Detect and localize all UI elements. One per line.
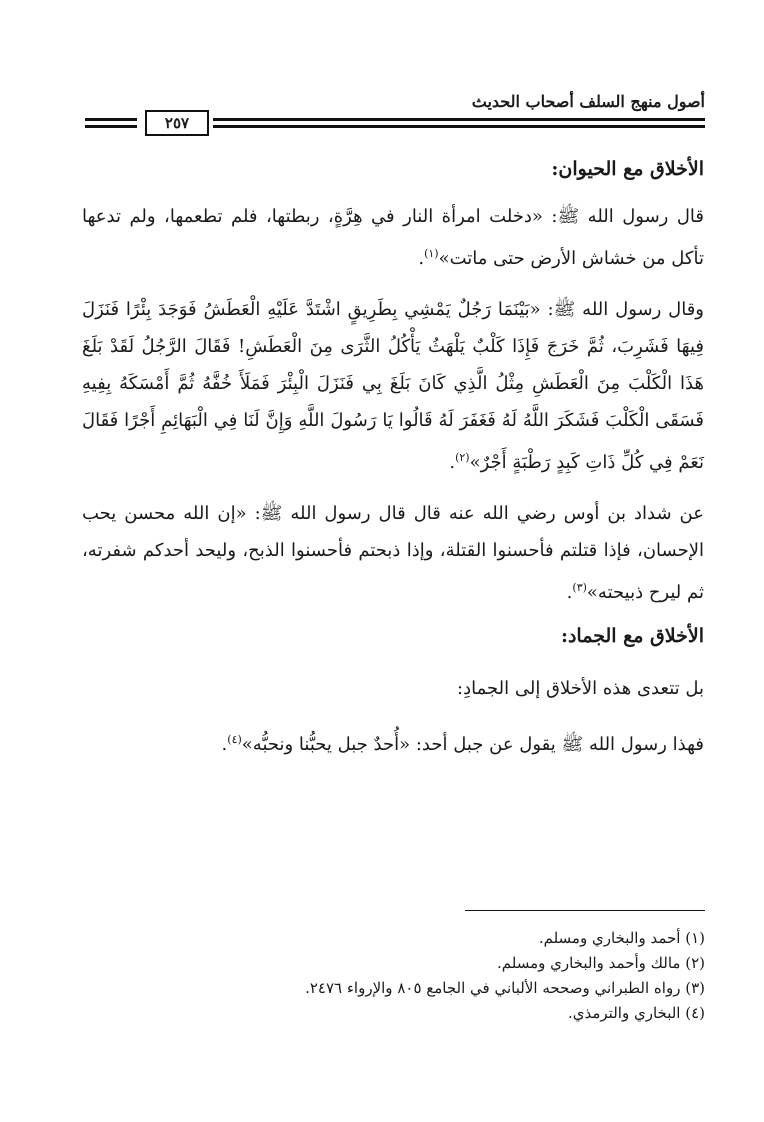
section-heading: الأخلاق مع الحيوان: xyxy=(551,158,704,180)
footnote-ref: (١) xyxy=(424,247,439,260)
header-rule xyxy=(213,125,705,128)
footnote: (١) أحمد والبخاري ومسلم. xyxy=(538,929,705,947)
footnote: (٣) رواه الطبراني وصححه الألباني في الجامع ٨٠٥ والإرواء ٢٤٧٦. xyxy=(305,979,705,997)
header-rule xyxy=(85,118,137,121)
paragraph-end: . xyxy=(221,734,228,755)
footnote: (٤) البخاري والترمذي. xyxy=(567,1004,705,1022)
page-number: ٢٥٧ xyxy=(145,110,209,136)
paragraph xyxy=(82,665,704,707)
paragraph xyxy=(82,291,704,481)
paragraph-text: بل تتعدى هذه الأخلاق إلى الجمادِ: xyxy=(457,678,704,699)
header-rule xyxy=(85,125,137,128)
section-inanimate xyxy=(82,625,704,763)
page-body xyxy=(82,158,704,777)
header-rule xyxy=(213,118,705,121)
footnote-ref: (٢) xyxy=(455,451,470,464)
paragraph-text: وقال رسول الله ﷺ: «بَيْنَمَا رَجُلٌ يَمْشِي بِطَرِيقٍ اشْتَدَّ عَلَيْهِ الْعَطَشُ فَوَجَدَ بِئْرًا فَنَزَلَ فِيهَا فَشَرِبَ، ثُمَّ خَرَجَ فَإِذَا كَلْبٌ يَلْهَثُ يَأْكُلُ الثَّرَى مِنَ الْعَطَشِ! فَقَالَ الرَّجُلُ لَقَدْ بَلَغَ هَذَا الْكَلْبَ مِنَ الْعَطَشِ مِثْلُ الَّذِي كَانَ بَلَغَ بِي فَنَزَلَ الْبِئْرَ فَمَلَأَ خُفَّهُ ثُمَّ أَمْسَكَهُ بِفِيهِ فَسَقَى الْكَلْبَ فَشَكَرَ اللَّهُ لَهُ فَغَفَرَ لَهُ قَالُوا يَا رَسُولَ اللَّهِ وَإِنَّ لَنَا فِي الْبَهَائِمِ أَجْرًا فَقَالَ نَعَمْ فِي كُلِّ ذَاتِ كَبِدٍ رَطْبَةٍ أَجْرٌ» xyxy=(82,299,704,473)
footnote-ref: (٣) xyxy=(572,581,587,594)
paragraph-text: قال رسول الله ﷺ: «دخلت امرأة النار في هِرَّةٍ، ربطتها، فلم تطعمها، ولم تدعها تأكل من خشاش الأرض حتى ماتت» xyxy=(82,206,704,269)
paragraph xyxy=(82,495,704,611)
footnotes xyxy=(200,926,705,1026)
paragraph-end: . xyxy=(418,248,425,269)
paragraph-text: عن شداد بن أوس رضي الله عنه قال قال رسول الله ﷺ: «إن الله محسن يحب الإحسان، فإذا قتلتم فأحسنوا القتلة، وإذا ذبحتم فأحسنوا الذبح، وليحد أحدكم شفرته، ثم ليرح ذبيحته» xyxy=(82,503,704,603)
footnote: (٢) مالك وأحمد والبخاري ومسلم. xyxy=(496,954,705,972)
paragraph xyxy=(82,721,704,763)
paragraph xyxy=(82,198,704,277)
header-title: أصول منهج السلف أصحاب الحديث xyxy=(471,92,705,111)
footnote-separator xyxy=(465,910,705,911)
footnote-ref: (٤) xyxy=(227,733,242,746)
running-header xyxy=(85,88,705,144)
section-animals xyxy=(82,158,704,611)
section-heading: الأخلاق مع الجماد: xyxy=(560,625,704,647)
paragraph-end: . xyxy=(566,582,573,603)
paragraph-text: فهذا رسول الله ﷺ يقول عن جبل أحد: «أُحدٌ جبل يحبُّنا ونحبُّه» xyxy=(241,734,704,755)
paragraph-end: . xyxy=(449,452,456,473)
